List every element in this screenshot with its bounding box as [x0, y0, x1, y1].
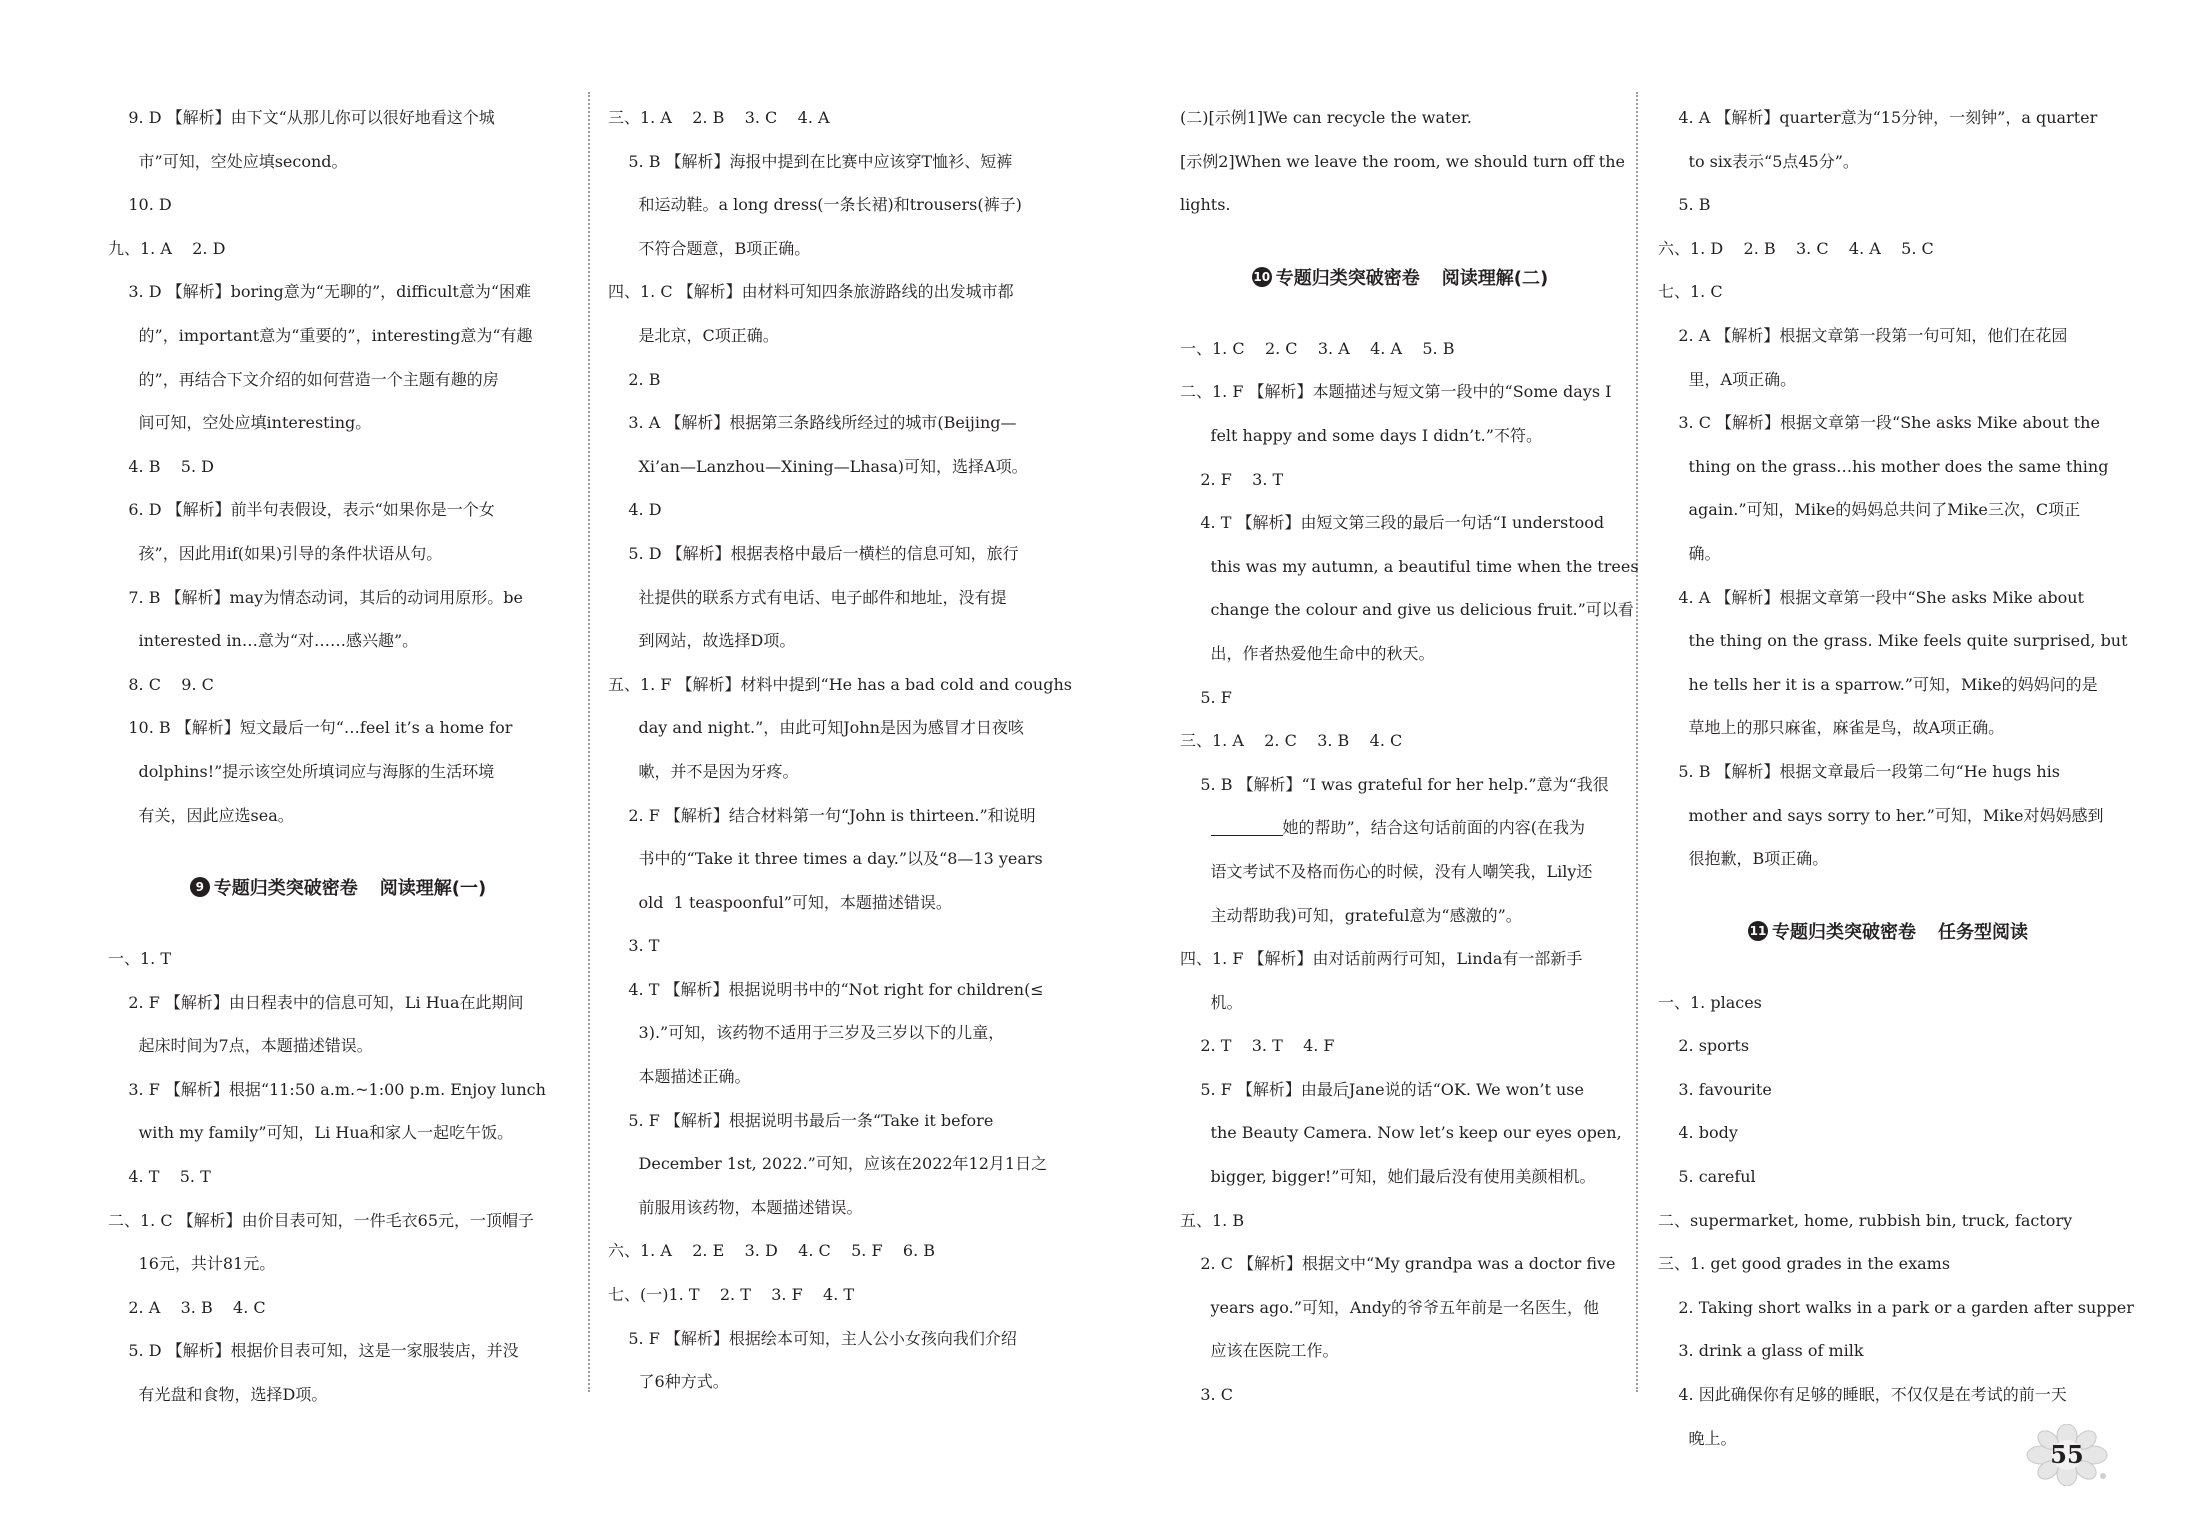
answer-line: 确。	[1658, 543, 1721, 563]
answer-line: 8. C 9. C	[108, 674, 214, 694]
answer-line: 四、1. C 【解析】由材料可知四条旅游路线的出发城市都	[608, 282, 1014, 302]
answer-line: 语文考试不及格而伤心的时候，没有人嘲笑我，Lily还	[1180, 861, 1593, 881]
answer-line: 是北京，C项正确。	[608, 325, 779, 345]
answer-line: 2. C 【解析】根据文中“My grandpa was a doctor five	[1180, 1254, 1616, 1274]
answer-line: 前服用该药物，本题描述错误。	[608, 1197, 863, 1217]
answer-column-1	[108, 96, 568, 1417]
answer-line: 三、1. A 2. C 3. B 4. C	[1180, 731, 1403, 751]
answer-line: 孩”，因此用if(如果)引导的条件状语从句。	[108, 543, 443, 563]
answer-line: 5. B	[1658, 195, 1711, 215]
answer-line: 4. body	[1658, 1123, 1738, 1143]
answer-line: 4. A 【解析】根据文章第一段中“She asks Mike about	[1658, 587, 2084, 607]
section-title: 专题归类突破密卷	[213, 878, 358, 900]
answer-line: 5. F 【解析】根据绘本可知，主人公小女孩向我们介绍	[608, 1328, 1017, 1348]
answer-line: 六、1. D 2. B 3. C 4. A 5. C	[1658, 238, 1934, 258]
answer-line: 很抱歉，B项正确。	[1658, 849, 1829, 869]
answer-line: 一、1. C 2. C 3. A 4. A 5. B	[1180, 338, 1455, 358]
answer-line: the Beauty Camera. Now let’s keep our eyes open,	[1180, 1123, 1622, 1143]
answer-line: 9. D 【解析】由下文“从那儿你可以很好地看这个城	[108, 108, 495, 127]
answer-line: 本题描述正确。	[608, 1067, 751, 1087]
answer-line: 5. B 【解析】“I was grateful for her help.”意为“我很	[1180, 774, 1609, 794]
answer-line: 市”可知，空处应填second。	[108, 151, 348, 171]
answer-column-4	[1658, 96, 2134, 1460]
answer-line: 4. B 5. D	[108, 456, 214, 476]
answer-line: 二、1. C 【解析】由价目表可知，一件毛衣65元，一顶帽子	[108, 1210, 535, 1230]
section-number-badge: 10	[1252, 267, 1272, 287]
answer-line: 应该在医院工作。	[1180, 1341, 1339, 1361]
answer-line: lights.	[1180, 195, 1231, 215]
answer-line: 4. 因此确保你有足够的睡眠，不仅仅是在考试的前一天	[1658, 1385, 2067, 1405]
answer-line: 晚上。	[1658, 1428, 1737, 1448]
answer-line: 三、1. get good grades in the exams	[1658, 1254, 1951, 1274]
section-number-badge: 9	[190, 877, 210, 897]
column-divider-right	[1636, 92, 1638, 1392]
answer-line: 三、1. A 2. B 3. C 4. A	[608, 108, 830, 127]
answer-line: 2. T 3. T 4. F	[1180, 1036, 1335, 1056]
answer-line: 里，A项正确。	[1658, 369, 1797, 389]
answer-line: 她的帮助”，结合这句话前面的内容(在我为	[1180, 806, 1620, 850]
fill-blank	[1211, 817, 1283, 836]
answer-line: 3. drink a glass of milk	[1658, 1341, 1864, 1361]
answer-line: 书中的“Take it three times a day.”以及“8—13 years	[608, 849, 1043, 869]
answer-line: 九、1. A 2. D	[108, 238, 226, 258]
answer-line: 2. Taking short walks in a park or a garden after supper	[1658, 1297, 2134, 1317]
answer-line: the thing on the grass. Mike feels quite surprised, but	[1658, 631, 2128, 651]
answer-line: 2. sports	[1658, 1036, 1750, 1056]
answer-line: 五、1. B	[1180, 1210, 1245, 1230]
answer-line: 3. F 【解析】根据“11:50 a.m.~1:00 p.m. Enjoy lunch	[108, 1079, 546, 1099]
answer-line: 3. A 【解析】根据第三条路线所经过的城市(Beijing—	[608, 413, 1017, 433]
answer-line: [示例2]When we leave the room, we should turn off the	[1180, 151, 1626, 171]
answer-line: 有关，因此应选sea。	[108, 805, 294, 825]
answer-line: (二)[示例1]We can recycle the water.	[1180, 108, 1472, 127]
answer-line: 3. C	[1180, 1385, 1233, 1405]
section-subtitle: 任务型阅读	[1938, 921, 2028, 943]
answer-line: Xi’an—Lanzhou—Xining—Lhasa)可知，选择A项。	[608, 456, 1028, 476]
answer-line: with my family”可知，Li Hua和家人一起吃午饭。	[108, 1123, 514, 1143]
section-title: 专题归类突破密卷	[1275, 267, 1420, 289]
answer-line: 5. D 【解析】根据表格中最后一横栏的信息可知，旅行	[608, 543, 1019, 563]
answer-line: 7. B 【解析】may为情态动词，其后的动词用原形。be	[108, 587, 524, 607]
answer-line: 5. D 【解析】根据价目表可知，这是一家服装店，并没	[108, 1341, 519, 1361]
answer-line: 嗽，并不是因为牙疼。	[608, 761, 799, 781]
answer-line: 2. B	[608, 369, 661, 389]
answer-line: 3. D 【解析】boring意为“无聊的”，difficult意为“困难	[108, 282, 531, 302]
answer-line: 间可知，空处应填interesting。	[108, 413, 372, 433]
answer-line: 5. F 【解析】根据说明书最后一条“Take it before	[608, 1110, 994, 1130]
answer-line: dolphins!”提示该空处所填词应与海豚的生活环境	[108, 761, 495, 781]
answer-line: 10. D	[108, 195, 172, 215]
answer-line: 5. F	[1180, 687, 1232, 707]
answer-line: 5. careful	[1658, 1167, 1756, 1187]
answer-line: 3. C 【解析】根据文章第一段“She asks Mike about the	[1658, 413, 2100, 433]
answer-line: 七、(一)1. T 2. T 3. F 4. T	[608, 1285, 855, 1305]
answer-line: 五、1. F 【解析】材料中提到“He has a bad cold and coughs	[608, 674, 1072, 694]
answer-line: 5. F 【解析】由最后Jane说的话“OK. We won’t use	[1180, 1079, 1584, 1099]
answer-line: he tells her it is a sparrow.”可知，Mike的妈妈问的是	[1658, 674, 2098, 694]
answer-line: 3. favourite	[1658, 1079, 1772, 1099]
answer-line: 2. A 3. B 4. C	[108, 1297, 266, 1317]
answer-line: 4. A 【解析】quarter意为“15分钟，一刻钟”，a quarter	[1658, 108, 2098, 127]
page-number: 55	[2050, 1440, 2084, 1469]
answer-line: 5. B 【解析】海报中提到在比赛中应该穿T恤衫、短裤	[608, 151, 1013, 171]
answer-line: 的”，再结合下文介绍的如何营造一个主题有趣的房	[108, 369, 499, 389]
answer-line: December 1st, 2022.”可知，应该在2022年12月1日之	[608, 1154, 1048, 1174]
section-heading	[108, 837, 568, 937]
answer-line: 5. B 【解析】根据文章最后一段第二句“He hugs his	[1658, 761, 2061, 781]
answer-line: this was my autumn, a beautiful time when the trees	[1180, 556, 1639, 576]
column-divider-left	[588, 92, 590, 1392]
answer-line: 四、1. F 【解析】由对话前两行可知，Linda有一部新手	[1180, 949, 1583, 969]
answer-line: 六、1. A 2. E 3. D 4. C 5. F 6. B	[608, 1241, 935, 1261]
answer-line: 3. T	[608, 936, 660, 956]
answer-line: 机。	[1180, 992, 1243, 1012]
answer-line: day and night.”，由此可知John是因为感冒才日夜咳	[608, 718, 1024, 738]
answer-line: 10. B 【解析】短文最后一句“…feel it’s a home for	[108, 718, 513, 738]
answer-line: change the colour and give us delicious fruit.”可以看	[1180, 600, 1634, 620]
answer-line: 2. F 【解析】由日程表中的信息可知，Li Hua在此期间	[108, 992, 524, 1012]
answer-line: 2. F 【解析】结合材料第一句“John is thirteen.”和说明	[608, 805, 1036, 825]
answer-line: 起床时间为7点，本题描述错误。	[108, 1036, 373, 1056]
answer-line: felt happy and some days I didn’t.”不符。	[1180, 425, 1542, 445]
answer-line: 主动帮助我)可知，grateful意为“感激的”。	[1180, 905, 1522, 925]
section-heading	[1180, 227, 1620, 327]
answer-column-3	[1180, 96, 1639, 1417]
section-heading	[1658, 881, 2118, 981]
section-subtitle: 阅读理解(二)	[1441, 267, 1549, 289]
answer-line: to six表示“5点45分”。	[1658, 151, 1859, 171]
answer-line: 草地上的那只麻雀，麻雀是鸟，故A项正确。	[1658, 718, 2005, 738]
answer-line: 4. T 【解析】根据说明书中的“Not right for children(≤	[608, 979, 1044, 999]
answer-line: 一、1. places	[1658, 992, 1762, 1012]
answer-line: 到网站，故选择D项。	[608, 631, 796, 651]
section-title: 专题归类突破密卷	[1772, 921, 1916, 943]
answer-line: 社提供的联系方式有电话、电子邮件和地址，没有提	[608, 587, 1007, 607]
answer-line: interested in…意为“对……感兴趣”。	[108, 631, 419, 651]
answer-line: years ago.”可知，Andy的爷爷五年前是一名医生，他	[1180, 1297, 1600, 1317]
answer-line: 二、1. F 【解析】本题描述与短文第一段中的“Some days I	[1180, 382, 1612, 402]
answer-line: old 1 teaspoonful”可知，本题描述错误。	[608, 892, 952, 912]
answer-line: 有光盘和食物，选择D项。	[108, 1385, 328, 1405]
answer-line: 二、supermarket, home, rubbish bin, truck, factory	[1658, 1210, 2073, 1230]
answer-line: 2. A 【解析】根据文章第一段第一句可知，他们在花园	[1658, 325, 2068, 345]
section-subtitle: 阅读理解(一)	[379, 878, 487, 900]
answer-line: 和运动鞋。a long dress(一条长裙)和trousers(裤子)	[608, 195, 1022, 215]
answer-line: 的”，important意为“重要的”，interesting意为“有趣	[108, 325, 533, 345]
answer-line: 4. T 5. T	[108, 1167, 211, 1187]
answer-line: 4. D	[608, 500, 662, 520]
answer-line: 16元，共计81元。	[108, 1254, 276, 1274]
section-number-badge: 11	[1748, 921, 1768, 941]
answer-line: 一、1. T	[108, 949, 172, 969]
answer-line: thing on the grass…his mother does the same thing	[1658, 456, 2109, 476]
answer-line: mother and says sorry to her.”可知，Mike对妈妈感到	[1658, 805, 2104, 825]
page-number-badge	[2021, 1424, 2113, 1486]
answer-line: 6. D 【解析】前半句表假设，表示“如果你是一个女	[108, 500, 495, 520]
answer-column-2	[608, 96, 1072, 1404]
answer-line: 不符合题意，B项正确。	[608, 238, 811, 258]
answer-line: 了6种方式。	[608, 1372, 729, 1392]
answer-line: 出，作者热爱他生命中的秋天。	[1180, 643, 1435, 663]
answer-line: 2. F 3. T	[1180, 469, 1284, 489]
answer-line: 4. T 【解析】由短文第三段的最后一句话“I understood	[1180, 513, 1605, 533]
answer-line: bigger, bigger!”可知，她们最后没有使用美颜相机。	[1180, 1167, 1596, 1187]
answer-line: again.”可知，Mike的妈妈总共问了Mike三次，C项正	[1658, 500, 2081, 520]
answer-line: 七、1. C	[1658, 282, 1723, 302]
answer-line: 3).”可知，该药物不适用于三岁及三岁以下的儿童，	[608, 1023, 1005, 1043]
